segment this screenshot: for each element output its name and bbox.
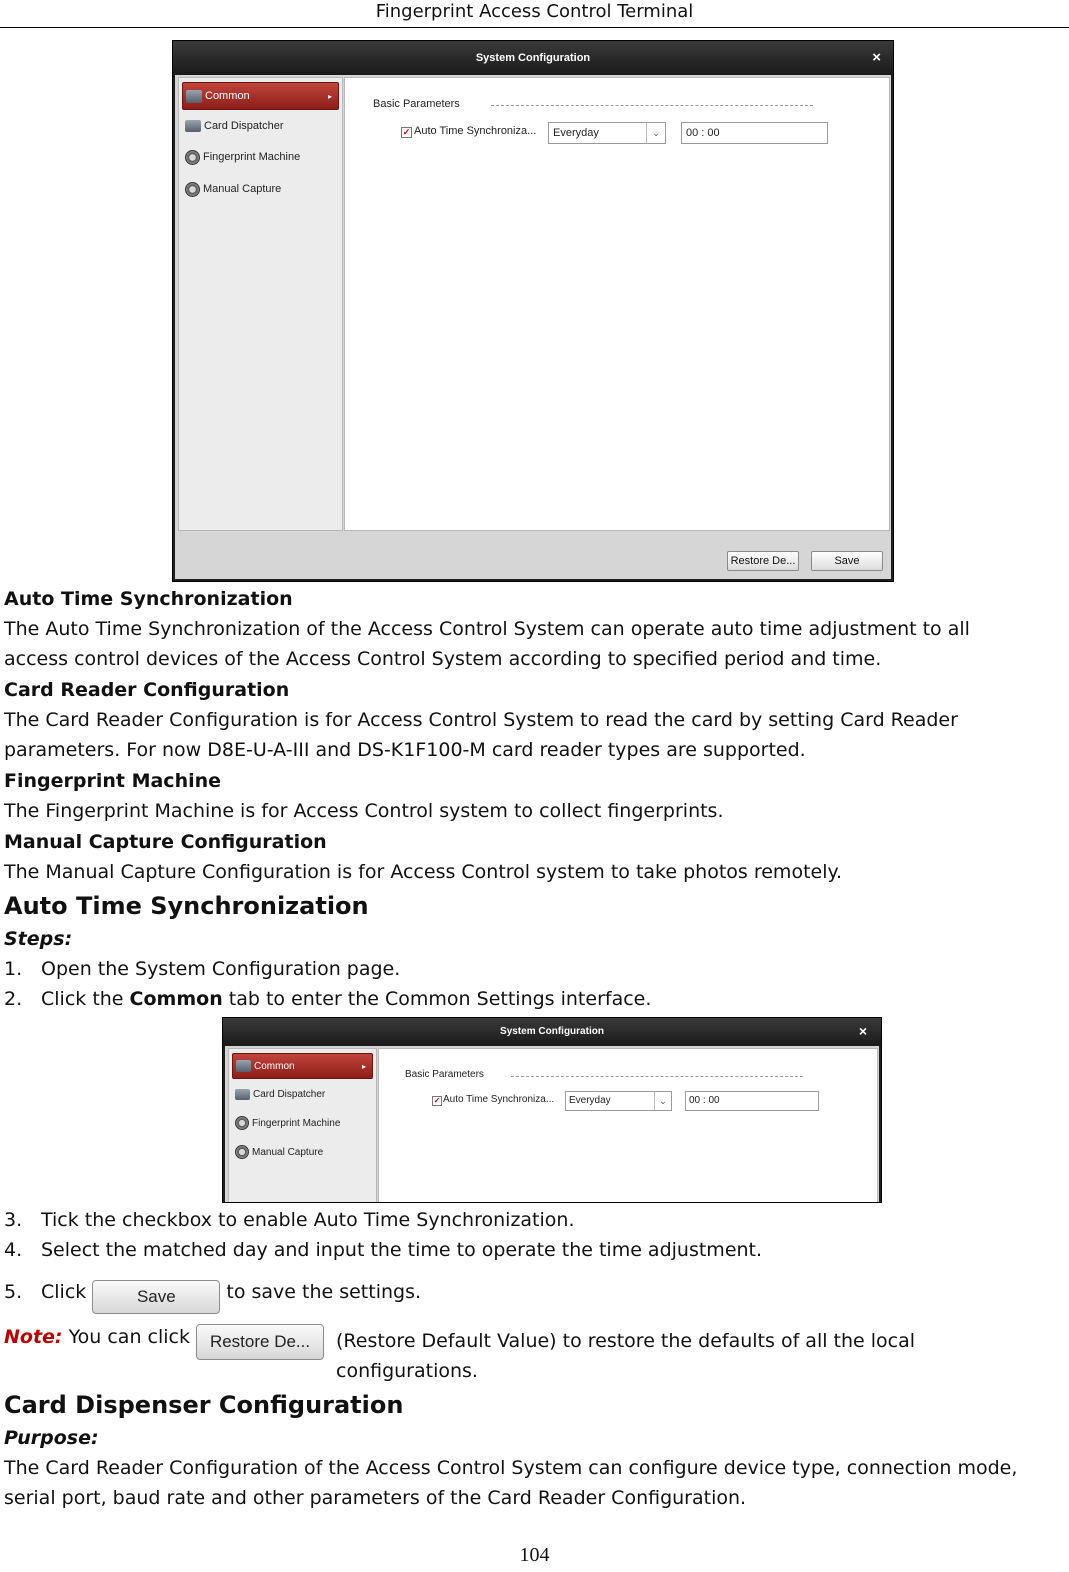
auto-time-text: The Auto Time Synchronization of the Access Control System can operate auto time adjustment to all access control devices of the Access Control System according to specified period and time. — [4, 618, 970, 670]
sidebar-item-manual-capture[interactable] — [182, 177, 339, 201]
dialog-body — [225, 1046, 879, 1203]
frequency-value: Everyday — [569, 1095, 611, 1106]
fingerprint-icon — [185, 150, 200, 165]
sidebar-item-manual-capture[interactable] — [232, 1141, 373, 1163]
restore-default-label: Restore De... — [730, 555, 796, 567]
section-title: Basic Parameters — [405, 1069, 484, 1080]
frequency-select[interactable] — [565, 1091, 672, 1111]
settings-panel — [378, 1048, 878, 1203]
auto-time-heading: Auto Time Synchronization — [4, 892, 369, 920]
step-1 — [4, 954, 400, 984]
note-text: You can click — [62, 1326, 197, 1348]
chevron-down-icon: ⌄ — [654, 1092, 671, 1110]
manual-capture-text: The Manual Capture Configuration is for Access Control system to take photos remotely. — [4, 861, 843, 883]
step-number: 5. — [4, 1281, 23, 1303]
card-reader-title: Card Reader Configuration — [4, 679, 290, 701]
sidebar-item-label: Fingerprint Machine — [203, 151, 301, 163]
card-dispatcher-icon — [185, 120, 201, 132]
frequency-value: Everyday — [553, 127, 599, 139]
sidebar-item-card-dispatcher[interactable] — [182, 114, 339, 138]
sidebar-item-card-dispatcher[interactable] — [232, 1083, 373, 1105]
section-divider — [491, 105, 813, 106]
auto-time-sync-label: Auto Time Synchroniza... — [443, 1094, 555, 1105]
system-configuration-dialog — [172, 40, 894, 582]
steps-label: Steps: — [4, 928, 73, 950]
save-button[interactable] — [811, 551, 883, 571]
sidebar-item-common[interactable] — [232, 1053, 373, 1079]
manual-capture-title: Manual Capture Configuration — [4, 831, 327, 853]
fingerprint-title: Fingerprint Machine — [4, 770, 222, 792]
sidebar-item-label: Card Dispatcher — [253, 1088, 326, 1100]
step-3 — [4, 1205, 575, 1235]
close-icon[interactable]: × — [872, 49, 881, 66]
section-title: Basic Parameters — [373, 98, 460, 110]
document-title: Fingerprint Access Control Terminal — [375, 1, 694, 22]
card-dispatcher-icon — [235, 1089, 250, 1100]
frequency-select[interactable] — [548, 122, 666, 144]
dialog-title: System Configuration — [475, 52, 591, 64]
settings-panel — [344, 77, 890, 531]
purpose-label: Purpose: — [4, 1427, 99, 1449]
card-dispenser-text: The Card Reader Configuration of the Access Control System can configure device type, connection mode, serial port, baud rate and other parameters of the Card Reader Configuration. — [4, 1457, 1018, 1509]
chevron-right-icon: ▸ — [327, 91, 332, 101]
card-reader-text: The Card Reader Configuration is for Access Control System to read the card by setting Card Reader parameters. For now D8E-U-A-III and DS-K1F100-M card reader types are supported. — [4, 709, 958, 761]
step-4 — [4, 1235, 762, 1265]
step-number: 4. — [4, 1239, 23, 1261]
note-text: (Restore Default Value) to restore the defaults of all the local configurations. — [336, 1330, 916, 1382]
step-text: Select the matched day and input the time to operate the time adjustment. — [41, 1239, 763, 1261]
sidebar-item-fingerprint-machine[interactable] — [182, 145, 339, 169]
step-text: Open the System Configuration page. — [41, 958, 401, 980]
section-divider — [511, 1076, 803, 1077]
close-icon[interactable]: × — [858, 1023, 867, 1039]
time-input[interactable] — [681, 122, 828, 144]
step-text: to save the settings. — [220, 1281, 422, 1303]
dialog-body — [175, 75, 891, 579]
save-label: Save — [834, 555, 860, 567]
restore-default-button[interactable] — [727, 551, 799, 571]
system-configuration-dialog-cropped — [222, 1017, 882, 1203]
dialog-title-bar — [173, 41, 893, 75]
sidebar-item-label: Common — [205, 90, 250, 102]
auto-time-title: Auto Time Synchronization — [4, 588, 293, 610]
sidebar-item-label: Common — [254, 1060, 295, 1072]
time-value: 00 : 00 — [689, 1095, 720, 1106]
step-text: Click — [41, 1281, 93, 1303]
fingerprint-icon — [235, 1116, 249, 1130]
auto-time-sync-label: Auto Time Synchroniza... — [414, 125, 537, 137]
card-dispenser-heading: Card Dispenser Configuration — [4, 1391, 404, 1419]
page-header — [0, 0, 1069, 28]
sidebar — [228, 1048, 377, 1203]
sidebar-item-label: Manual Capture — [252, 1146, 324, 1158]
common-tab-ref: Common — [129, 988, 223, 1010]
dialog-title: System Configuration — [500, 1026, 604, 1037]
sidebar-item-fingerprint-machine[interactable] — [232, 1112, 373, 1134]
step-number: 3. — [4, 1209, 23, 1231]
step-text: Click the — [41, 988, 130, 1010]
step-2 — [4, 984, 651, 1014]
chevron-down-icon: ⌄ — [646, 123, 665, 143]
note-continuation — [336, 1326, 1036, 1386]
auto-time-sync-checkbox[interactable]: ✓ — [433, 1096, 441, 1105]
camera-icon — [235, 1145, 249, 1159]
step-5 — [4, 1270, 421, 1314]
camera-icon — [185, 182, 200, 197]
sidebar-item-label: Manual Capture — [203, 183, 282, 195]
step-number: 2. — [4, 988, 23, 1010]
dialog-title-bar — [223, 1018, 881, 1046]
sidebar-item-label: Fingerprint Machine — [252, 1117, 341, 1129]
step-text: Tick the checkbox to enable Auto Time Synchronization. — [41, 1209, 575, 1231]
note-label: Note: — [4, 1326, 63, 1348]
sidebar-item-label: Card Dispatcher — [204, 120, 284, 132]
save-button-ref: Save — [92, 1280, 220, 1314]
common-icon — [236, 1060, 251, 1072]
sidebar — [178, 77, 343, 531]
step-text: tab to enter the Common Settings interface. — [222, 988, 652, 1010]
note — [4, 1315, 324, 1360]
chevron-right-icon: ▸ — [361, 1061, 366, 1071]
fingerprint-text: The Fingerprint Machine is for Access Control system to collect fingerprints. — [4, 800, 724, 822]
common-icon — [186, 90, 202, 103]
step-number: 1. — [4, 958, 23, 980]
time-value: 00 : 00 — [686, 127, 720, 139]
page-number: 104 — [519, 1544, 550, 1566]
auto-time-sync-checkbox[interactable]: ✓ — [402, 127, 411, 137]
restore-default-button-ref: Restore De... — [196, 1324, 324, 1360]
sidebar-item-common[interactable] — [182, 82, 339, 110]
time-input[interactable] — [685, 1091, 819, 1111]
